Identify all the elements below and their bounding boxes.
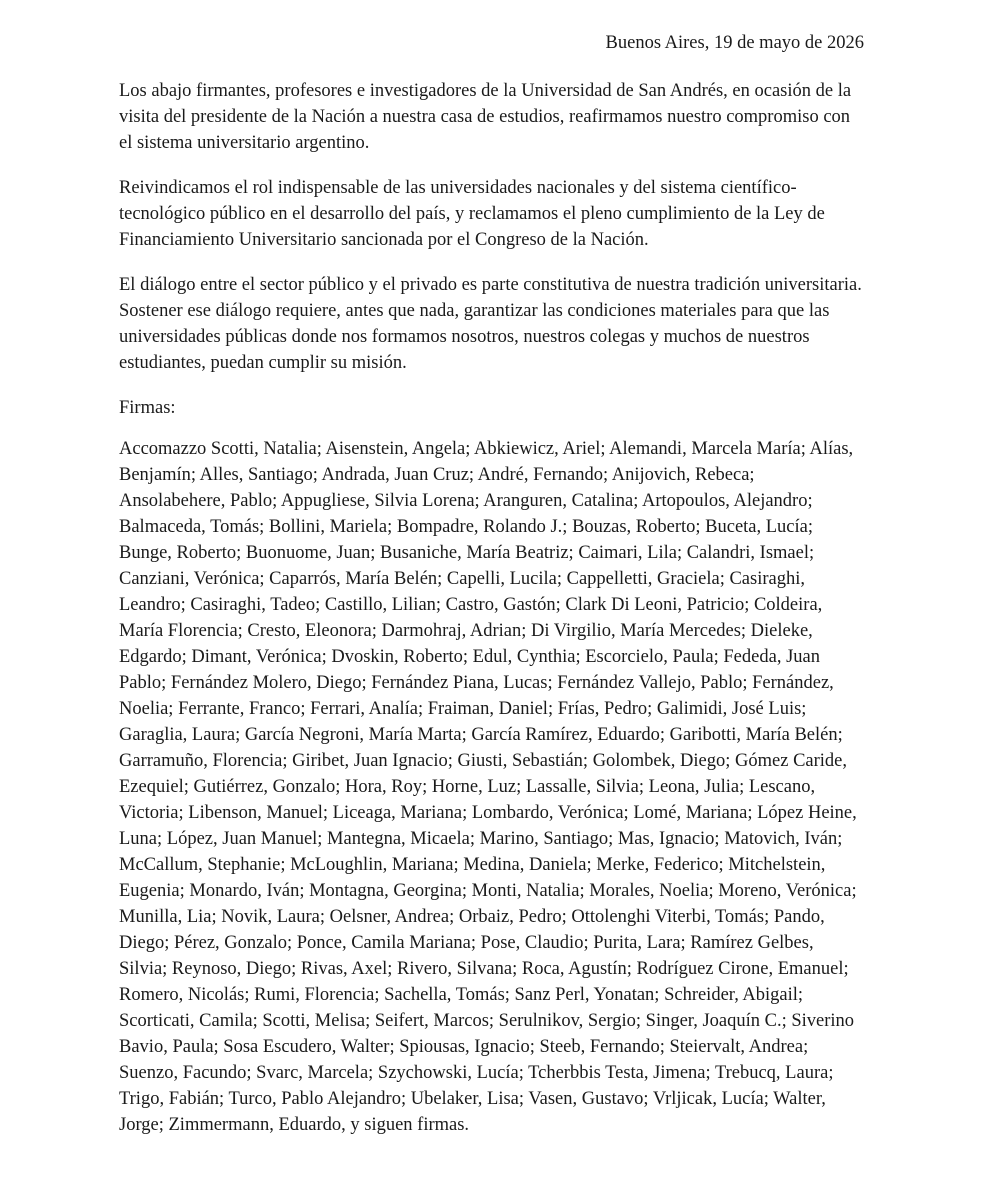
paragraph-demands: Reivindicamos el rol indispensable de las universidades nacionales y del sistema científico-tecnológico público en el desarrollo del país, y reclamamos el pleno cumplimiento de la Ley de Financiamiento Universitario sancionada por el Congreso de la Nación. (119, 178, 825, 250)
letter-document (119, 30, 864, 1138)
signatures-heading: Firmas: (119, 398, 176, 418)
paragraph-dialogue: El diálogo entre el sector público y el privado es parte constitutiva de nuestra tradición universitaria. Sostener ese diálogo requiere, antes que nada, garantizar las condiciones materiales para que las universidades públicas donde nos formamos nosotros, nuestros colegas y muchos de nuestros estudiantes, puedan cumplir su misión. (119, 275, 862, 373)
paragraph-commitment: Los abajo firmantes, profesores e investigadores de la Universidad de San Andrés, en ocasión de la visita del presidente de la Nación a nuestra casa de estudios, reafirmamos nuestro compromiso con el sistema universitario argentino. (119, 81, 852, 153)
signatories-list: Accomazzo Scotti, Natalia; Aisenstein, Angela; Abkiewicz, Ariel; Alemandi, Marcela María; Alías, Benjamín; Alles, Santiago; Andrada, Juan Cruz; André, Fernando; Anijovich, Rebeca; Ansolabehere, Pablo; Appugliese, Silvia Lorena; Aranguren, Catalina; Artopoulos, Alejandro; Balmaceda, Tomás; Bollini, Mariela; Bompadre, Rolando J.; Bouzas, Roberto; Buceta, Lucía; Bunge, Roberto; Buonuome, Juan; Busaniche, María Beatriz; Caimari, Lila; Calandri, Ismael; Canziani, Verónica; Caparrós, María Belén; Capelli, Lucila; Cappelletti, Graciela; Casiraghi, Leandro; Casiraghi, Tadeo; Castillo, Lilian; Castro, Gastón; Clark Di Leoni, Patricio; Coldeira, María Florencia; Cresto, Eleonora; Darmohraj, Adrian; Di Virgilio, María Mercedes; Dieleke, Edgardo; Dimant, Verónica; Dvoskin, Roberto; Edul, Cynthia; Escorcielo, Paula; Fededa, Juan Pablo; Fernández Molero, Diego; Fernández Piana, Lucas; Fernández Vallejo, Pablo; Fernández, Noelia; Ferrante, Franco; Ferrari, Analía; Fraiman, Daniel; Frías, Pedro; Galimidi, José Luis; Garaglia, Laura; García Negroni, María Marta; García Ramírez, Eduardo; Garibotti, María Belén; Garramuño, Florencia; Giribet, Juan Ignacio; Giusti, Sebastián; Golombek, Diego; Gómez Caride, Ezequiel; Gutiérrez, Gonzalo; Hora, Roy; Horne, Luz; Lassalle, Silvia; Leona, Julia; Lescano, Victoria; Libenson, Manuel; Liceaga, Mariana; Lombardo, Verónica; Lomé, Mariana; López Heine, Luna; López, Juan Manuel; Mantegna, Micaela; Marino, Santiago; Mas, Ignacio; Matovich, Iván; McCallum, Stephanie; McLoughlin, Mariana; Medina, Daniela; Merke, Federico; Mitchelstein, Eugenia; Monardo, Iván; Montagna, Georgina; Monti, Natalia; Morales, Noelia; Moreno, Verónica; Munilla, Lia; Novik, Laura; Oelsner, Andrea; Orbaiz, Pedro; Ottolenghi Viterbi, Tomás; Pando, Diego; Pérez, Gonzalo; Ponce, Camila Mariana; Pose, Claudio; Purita, Lara; Ramírez Gelbes, Silvia; Reynoso, Diego; Rivas, Axel; Rivero, Silvana; Roca, Agustín; Rodríguez Cirone, Emanuel; Romero, Nicolás; Rumi, Florencia; Sachella, Tomás; Sanz Perl, Yonatan; Schreider, Abigail; Scorticati, Camila; Scotti, Melisa; Seifert, Marcos; Serulnikov, Sergio; Singer, Joaquín C.; Siverino Bavio, Paula; Sosa Escudero, Walter; Spiousas, Ignacio; Steeb, Fernando; Steiervalt, Andrea; Suenzo, Facundo; Svarc, Marcela; Szychowski, Lucía; Tcherbbis Testa, Jimena; Trebucq, Laura; Trigo, Fabián; Turco, Pablo Alejandro; Ubelaker, Lisa; Vasen, Gustavo; Vrljicak, Lucía; Walter, Jorge; Zimmermann, Eduardo, y siguen firmas. (119, 439, 857, 1135)
date-line: Buenos Aires, 19 de mayo de 2026 (605, 33, 864, 53)
